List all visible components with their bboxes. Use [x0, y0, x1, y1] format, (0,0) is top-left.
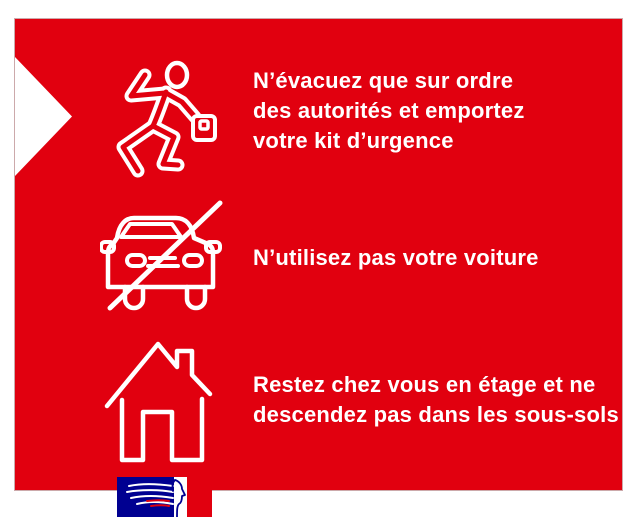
- instruction-text-no-car: [253, 243, 539, 273]
- instruction-line: Restez chez vous en étage et ne: [253, 372, 596, 397]
- instruction-text-evacuation: [253, 66, 525, 156]
- french-republic-marianne-logo: [117, 477, 212, 517]
- instruction-line: N’utilisez pas votre voiture: [253, 245, 539, 270]
- house-icon: [104, 338, 228, 469]
- marianne-logo-icon: [117, 477, 212, 517]
- instruction-line: descendez pas dans les sous-sols: [253, 402, 619, 427]
- instruction-line: votre kit d’urgence: [253, 128, 454, 153]
- no-car-icon: [100, 200, 224, 320]
- instruction-line: N’évacuez que sur ordre: [253, 68, 514, 93]
- instruction-text-stay-home: [253, 370, 619, 430]
- running-person-with-emergency-kit-icon: [100, 58, 222, 185]
- instruction-line: des autorités et emportez: [253, 98, 525, 123]
